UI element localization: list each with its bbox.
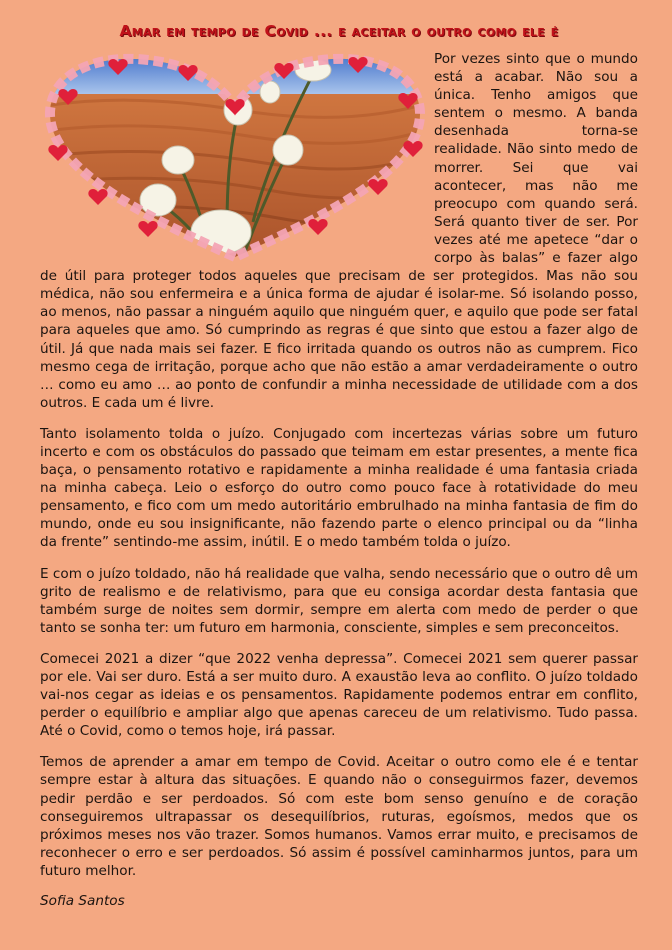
paragraph-4: Comecei 2021 a dizer “que 2022 venha depressa”. Comecei 2021 sem querer passar por ele. Vai ser duro. Está a ser muito duro. A exaustão leva ao conflito. O juízo toldado vai-nos cegar as ideias e os pensamentos. Rapidamente podemos entrar em conflito, perder o equilíbrio e ampliar algo que apenas careceu de um relativismo. Tudo passa. Até o Covid, como o temos hoje, irá passar.	[40, 650, 638, 740]
article-title: Amar em tempo de Covid ... e aceitar o outro como ele é	[119, 22, 559, 40]
paragraph-2: Tanto isolamento tolda o juízo. Conjugado com incertezas várias sobre um futuro incerto e com os obstáculos do passado que teimam em estar presentes, a mente fica baça, o pensamento rotativo e rapidamente a minha realidade é uma fantasia criada na minha cabeça. Leio o esforço do outro como pouco face à rotatividade do meu pensamento, e fico com um medo autoritário embrulhado na minha fantasia de fim do mundo, onde eu sou insignificante, não fazendo parte o elenco principal ou da “linha da frente” sentindo-me assim, inútil. E o medo também tolda o juízo.	[40, 425, 638, 551]
author-signature: Sofia Santos	[40, 893, 125, 910]
desert-flowers-heart-image	[38, 52, 432, 262]
paragraph-1: Por vezes sinto que o mundo está a acabar. Não sou a única. Tenho amigos que sentem o mesmo. A banda desenhada torna-se realidade. Não sinto medo de morrer. Sei que vai acontecer, mas não me preocupo com quando será. Será quanto tiver de ser. Por vezes até me apetece “dar o corpo às balas” e fazer algo de útil para proteger todos aqueles que precisam de ser protegidos. Mas não sou médica, não sou enfermeira e a única forma de ajudar é isolar-me. Só isolando posso, ao menos, não passar a ninguém aquilo que ninguém quer, e aquilo que pode ser fatal para aqueles que amo. Só cumprindo as regras é que sinto que estou a fazer algo de útil. Já que nada mais sei fazer. E fico irritada quando os outros não as cumprem. Fico mesmo cega de irritação, porque acho que não estão a amar verdadeiramente o outro … como eu amo … ao ponto de confundir a minha necessidade de utilidade com a dos outros. E cada um é livre.	[40, 51, 638, 411]
paragraph-5: Temos de aprender a amar em tempo de Covid. Aceitar o outro como ele é e tentar sempre estar à altura das situações. E quando não o conseguirmos fazer, devemos pedir perdão e ser perdoados. Só com este bom senso genuíno e de coração conseguiremos ultrapassar os desequilíbrios, ruturas, egoísmos, medos que os próximos meses nos vão trazer. Somos humanos. Vamos errar muito, e precisamos de reconhecer o erro e ser perdoados. Só assim é possível caminharmos juntos, para um futuro melhor.	[40, 754, 638, 879]
paragraph-3: E com o juízo toldado, não há realidade que valha, sendo necessário que o outro dê um grito de realismo e de relativismo, para que eu consiga acordar desta fantasia que também surge de noites sem dormir, sempre em alerta com medo de perder o que tanto se sonha ter: um futuro em harmonia, consciente, simples e sem preconceitos.	[40, 565, 638, 636]
